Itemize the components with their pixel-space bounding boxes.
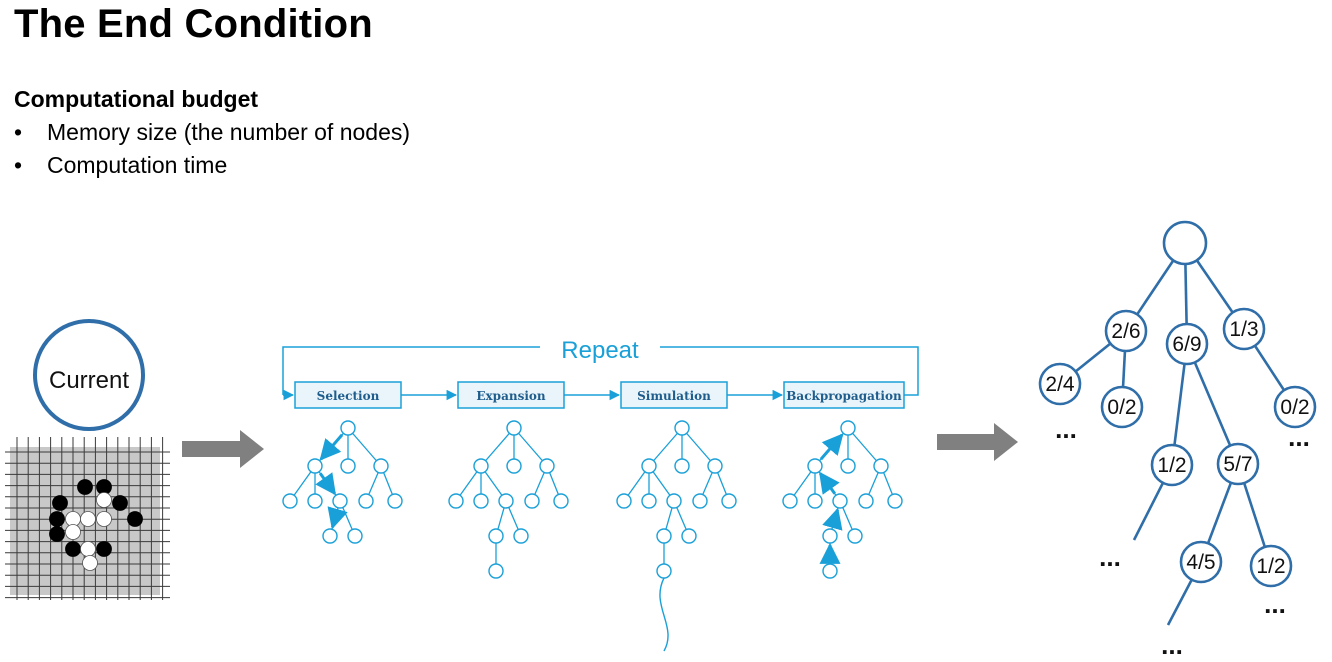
tree-node xyxy=(833,494,847,508)
stat-node-label: 1/3 xyxy=(1229,318,1259,341)
phase-selection xyxy=(295,382,401,408)
stat-node-label: 4/5 xyxy=(1186,551,1216,574)
mini-tree xyxy=(449,421,568,578)
white-stone xyxy=(83,556,98,571)
black-stone xyxy=(50,527,65,542)
phase-simulation xyxy=(621,382,727,408)
white-stone xyxy=(81,542,96,557)
tree-node xyxy=(874,459,888,473)
tree-node xyxy=(859,494,873,508)
tree-node xyxy=(474,459,488,473)
tree-node xyxy=(308,494,322,508)
black-stone xyxy=(50,512,65,527)
tree-node xyxy=(514,529,528,543)
tree-node xyxy=(525,494,539,508)
phase-label: Selection xyxy=(316,389,380,403)
white-stone xyxy=(81,512,96,527)
tree-node xyxy=(841,459,855,473)
white-stone xyxy=(97,493,112,508)
black-stone xyxy=(128,512,143,527)
tree-node xyxy=(499,494,513,508)
tree-node xyxy=(540,459,554,473)
tree-node xyxy=(708,459,722,473)
stat-node-label: 1/2 xyxy=(1256,555,1286,578)
tree-node xyxy=(374,459,388,473)
tree-node xyxy=(657,564,671,578)
tree-node xyxy=(682,529,696,543)
stat-node-label: 2/4 xyxy=(1045,373,1075,396)
tree-node xyxy=(808,459,822,473)
tree-node xyxy=(489,564,503,578)
ellipsis-marker: ... xyxy=(1099,542,1121,572)
stat-node-label: 0/2 xyxy=(1107,396,1137,419)
selection-arrow xyxy=(321,435,342,459)
tree-node xyxy=(308,459,322,473)
tree-node xyxy=(359,494,373,508)
ellipsis-marker: ... xyxy=(1161,630,1183,660)
white-stone xyxy=(97,512,112,527)
flow-arrow-right xyxy=(937,423,1018,461)
tree-node xyxy=(657,529,671,543)
repeat-label: Repeat xyxy=(561,337,639,364)
tree-node xyxy=(507,421,521,435)
tree-node xyxy=(617,494,631,508)
current-label: Current xyxy=(48,367,130,394)
current-state xyxy=(35,321,143,429)
ellipsis-marker: ... xyxy=(1055,414,1077,444)
ellipsis-marker: ... xyxy=(1288,422,1310,452)
black-stone xyxy=(53,496,68,511)
phase-label: Expansion xyxy=(476,389,546,403)
tree-node xyxy=(642,494,656,508)
simulation-rollout xyxy=(660,578,668,651)
mini-trees xyxy=(283,421,902,651)
tree-node xyxy=(449,494,463,508)
mini-tree xyxy=(617,421,736,651)
stat-root-node xyxy=(1164,222,1206,264)
tree-node xyxy=(388,494,402,508)
selection-arrow xyxy=(820,473,835,493)
tree-node xyxy=(341,459,355,473)
tree-node xyxy=(783,494,797,508)
go-board xyxy=(5,437,170,600)
phase-label: Backpropagation xyxy=(786,389,902,403)
selection-arrow xyxy=(320,473,335,493)
slide-title: The End Condition xyxy=(14,2,373,46)
selection-arrow xyxy=(832,510,837,528)
phase-label: Simulation xyxy=(637,389,711,403)
tree-node xyxy=(823,529,837,543)
selection-arrow xyxy=(821,435,842,459)
tree-node xyxy=(808,494,822,508)
stat-node-label: 2/6 xyxy=(1111,320,1141,343)
ellipsis-marker: ... xyxy=(1264,589,1286,619)
bullet-text: Computation time xyxy=(47,152,228,178)
tree-node xyxy=(841,421,855,435)
phase-backpropagation xyxy=(784,382,904,408)
stat-node-label: 6/9 xyxy=(1172,333,1202,356)
flow-arrow-left xyxy=(182,430,264,468)
tree-node xyxy=(888,494,902,508)
tree-node xyxy=(675,421,689,435)
statistics-tree xyxy=(1040,222,1315,660)
tree-node xyxy=(323,529,337,543)
tree-node xyxy=(474,494,488,508)
selection-arrow xyxy=(332,510,337,528)
tree-node xyxy=(722,494,736,508)
bullet-marker: • xyxy=(14,152,23,178)
section-subtitle: Computational budget xyxy=(14,86,259,112)
black-stone xyxy=(78,480,93,495)
tree-node xyxy=(823,564,837,578)
mini-tree xyxy=(783,421,902,578)
tree-node xyxy=(348,529,362,543)
tree-node xyxy=(848,529,862,543)
bullet-text: Memory size (the number of nodes) xyxy=(47,119,411,145)
tree-node xyxy=(693,494,707,508)
stat-node-label: 0/2 xyxy=(1280,396,1310,419)
tree-node xyxy=(675,459,689,473)
tree-node xyxy=(642,459,656,473)
tree-node xyxy=(507,459,521,473)
phase-boxes xyxy=(295,382,904,408)
phase-expansion xyxy=(458,382,564,408)
stat-node-label: 1/2 xyxy=(1157,454,1187,477)
mini-tree xyxy=(283,421,402,543)
black-stone xyxy=(66,542,81,557)
tree-node xyxy=(489,529,503,543)
bullet-marker: • xyxy=(14,119,23,145)
tree-node xyxy=(333,494,347,508)
white-stone xyxy=(66,525,81,540)
black-stone xyxy=(97,542,112,557)
black-stone xyxy=(113,496,128,511)
stat-node-label: 5/7 xyxy=(1223,453,1253,476)
tree-node xyxy=(667,494,681,508)
tree-node xyxy=(554,494,568,508)
tree-node xyxy=(283,494,297,508)
tree-node xyxy=(341,421,355,435)
